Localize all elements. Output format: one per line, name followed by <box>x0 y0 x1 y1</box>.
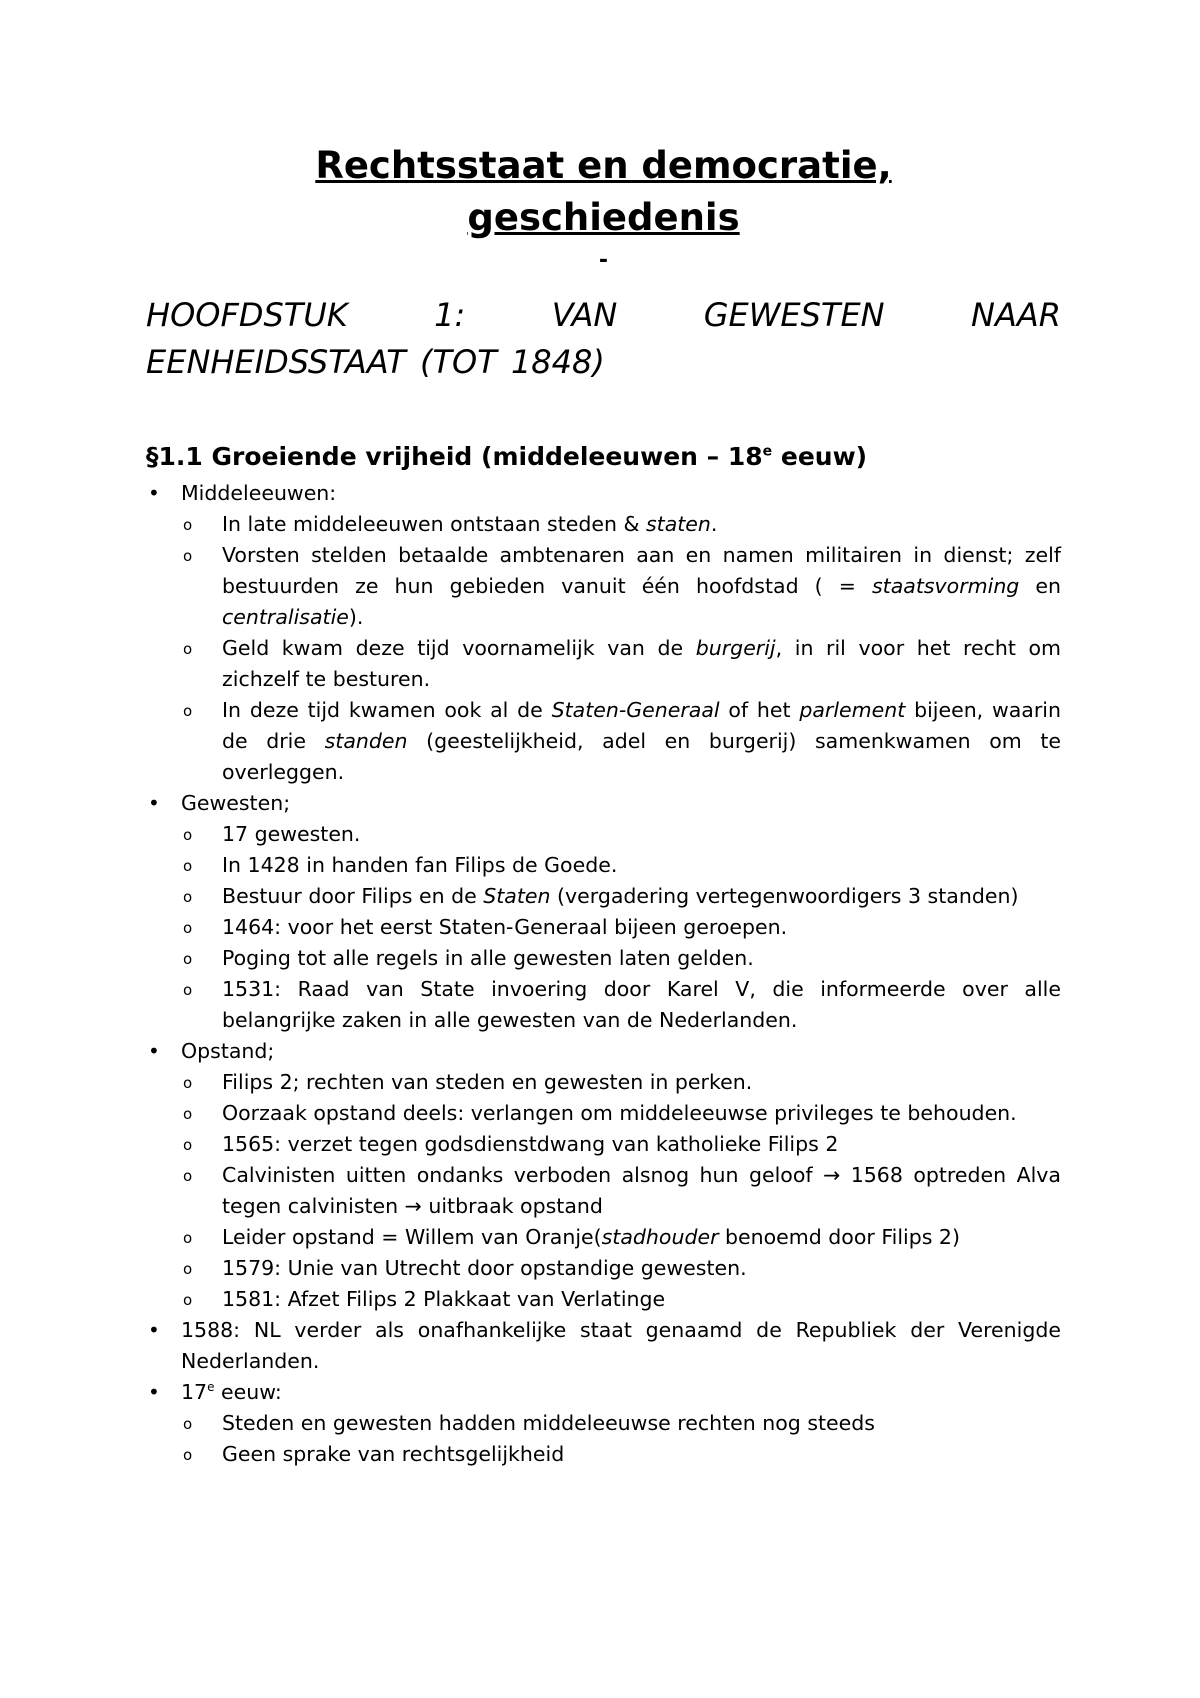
sub-list <box>181 1408 1061 1470</box>
italic-term: stadhouder <box>601 1225 719 1249</box>
circle-bullet-icon: o <box>183 919 193 937</box>
chapter-heading-line-2: EENHEIDSSTAAT (TOT 1848) <box>146 343 605 381</box>
bullet-label: 1588: NL verder als onafhankelijke staat genaamd de Republiek der Verenigde Nederlanden. <box>181 1318 1061 1373</box>
italic-term: Staten <box>483 884 551 908</box>
sub-item <box>181 1129 1061 1160</box>
circle-bullet-icon: o <box>183 1136 193 1154</box>
bullet-item <box>146 1377 1061 1470</box>
sub-item-text: Steden en gewesten hadden middeleeuwse rechten nog steeds <box>222 1411 875 1435</box>
section-heading-sup: e <box>762 443 773 460</box>
circle-bullet-icon: o <box>183 857 193 875</box>
sub-item <box>181 633 1061 695</box>
superscript: e <box>207 1380 215 1395</box>
italic-term: burgerij <box>695 636 776 660</box>
sub-item <box>181 1439 1061 1470</box>
sub-item-text: Calvinisten uitten ondanks verboden alsnog hun geloof → 1568 optreden Alva tegen calvinisten → uitbraak opstand <box>222 1163 1061 1218</box>
sub-item <box>181 1098 1061 1129</box>
section-heading-prefix: §1.1 Groeiende vrijheid (middeleeuwen – 18 <box>146 442 763 471</box>
sub-item-text: Oorzaak opstand deels: verlangen om middeleeuwse privileges te behouden. <box>222 1101 1017 1125</box>
sub-list <box>181 1067 1061 1315</box>
bullet-item <box>146 1036 1061 1315</box>
circle-bullet-icon: o <box>183 826 193 844</box>
sub-item <box>181 1408 1061 1439</box>
section-heading <box>146 440 1061 474</box>
document-title <box>146 140 1061 244</box>
circle-bullet-icon: o <box>183 950 193 968</box>
title-separator: - <box>598 248 609 273</box>
chapter-heading <box>146 292 1061 386</box>
circle-bullet-icon: o <box>183 1229 193 1247</box>
sub-item <box>181 540 1061 633</box>
bullet-icon: • <box>148 1380 160 1404</box>
circle-bullet-icon: o <box>183 1260 193 1278</box>
sub-item-text: In late middeleeuwen ontstaan steden & staten. <box>222 512 718 536</box>
circle-bullet-icon: o <box>183 1074 193 1092</box>
sub-item <box>181 1253 1061 1284</box>
circle-bullet-icon: o <box>183 702 193 720</box>
bullet-item <box>146 788 1061 1036</box>
sub-item <box>181 974 1061 1036</box>
sub-item <box>181 509 1061 540</box>
italic-term: Staten-Generaal <box>551 698 720 722</box>
italic-term: staten <box>645 512 711 536</box>
sub-list <box>181 819 1061 1036</box>
sub-item-text: Vorsten stelden betaalde ambtenaren aan en namen militairen in dienst; zelf bestuurden ze hun gebieden vanuit één hoofdstad ( = staatsvorming en centralisatie). <box>222 543 1062 629</box>
bullet-list <box>146 478 1061 1470</box>
sub-item <box>181 850 1061 881</box>
bullet-icon: • <box>148 1039 160 1063</box>
document-content <box>146 140 1061 1470</box>
sub-item-text: 1565: verzet tegen godsdienstdwang van katholieke Filips 2 <box>222 1132 839 1156</box>
chapter-heading-line-1: HOOFDSTUK 1: VAN GEWESTEN NAAR <box>146 296 1061 334</box>
sub-item-text: In deze tijd kwamen ook al de Staten-Generaal of het parlement bijeen, waarin de drie standen (geestelijkheid, adel en burgerij) samenkwamen om te overleggen. <box>222 698 1061 784</box>
sub-item-text: 1531: Raad van State invoering door Karel V, die informeerde over alle belangrijke zaken in alle gewesten van de Nederlanden. <box>222 977 1061 1032</box>
sub-item-text: Geld kwam deze tijd voornamelijk van de burgerij, in ril voor het recht om zichzelf te besturen. <box>222 636 1061 691</box>
sub-item <box>181 912 1061 943</box>
sub-item-text: 17 gewesten. <box>222 822 361 846</box>
sub-item <box>181 1284 1061 1315</box>
italic-term: centralisatie <box>222 605 349 629</box>
sub-item-text: Poging tot alle regels in alle gewesten laten gelden. <box>222 946 754 970</box>
title-line-2: geschiedenis <box>467 196 740 239</box>
italic-term: standen <box>324 729 408 753</box>
circle-bullet-icon: o <box>183 981 193 999</box>
bullet-label: Middeleeuwen: <box>181 481 337 505</box>
circle-bullet-icon: o <box>183 547 193 565</box>
section-heading-suffix: eeuw) <box>772 442 868 471</box>
sub-item-text: Leider opstand = Willem van Oranje(stadhouder benoemd door Filips 2) <box>222 1225 960 1249</box>
sub-item-text: Bestuur door Filips en de Staten (vergadering vertegenwoordigers 3 standen) <box>222 884 1019 908</box>
sub-item <box>181 819 1061 850</box>
circle-bullet-icon: o <box>183 1446 193 1464</box>
sub-item-text: 1579: Unie van Utrecht door opstandige gewesten. <box>222 1256 747 1280</box>
bullet-icon: • <box>148 1318 160 1342</box>
sub-item-text: Geen sprake van rechtsgelijkheid <box>222 1442 565 1466</box>
circle-bullet-icon: o <box>183 640 193 658</box>
sub-item-text: In 1428 in handen fan Filips de Goede. <box>222 853 618 877</box>
circle-bullet-icon: o <box>183 1291 193 1309</box>
circle-bullet-icon: o <box>183 516 193 534</box>
bullet-label: Gewesten; <box>181 791 291 815</box>
italic-term: parlement <box>799 698 906 722</box>
sub-item-text: Filips 2; rechten van steden en gewesten in perken. <box>222 1070 753 1094</box>
bullet-label: Opstand; <box>181 1039 275 1063</box>
title-line-1: Rechtsstaat en democratie, <box>315 144 892 187</box>
sub-item <box>181 695 1061 788</box>
circle-bullet-icon: o <box>183 1105 193 1123</box>
sub-item <box>181 943 1061 974</box>
bullet-item <box>146 1315 1061 1377</box>
circle-bullet-icon: o <box>183 888 193 906</box>
sub-item <box>181 1160 1061 1222</box>
circle-bullet-icon: o <box>183 1167 193 1185</box>
circle-bullet-icon: o <box>183 1415 193 1433</box>
bullet-label: 17e eeuw: <box>181 1380 282 1404</box>
sub-list <box>181 509 1061 788</box>
sub-item <box>181 1222 1061 1253</box>
sub-item <box>181 1067 1061 1098</box>
bullet-item <box>146 478 1061 788</box>
bullet-icon: • <box>148 791 160 815</box>
sub-item-text: 1581: Afzet Filips 2 Plakkaat van Verlatinge <box>222 1287 666 1311</box>
bullet-icon: • <box>148 481 160 505</box>
italic-term: staatsvorming <box>871 574 1020 598</box>
sub-item <box>181 881 1061 912</box>
sub-item-text: 1464: voor het eerst Staten-Generaal bijeen geroepen. <box>222 915 788 939</box>
